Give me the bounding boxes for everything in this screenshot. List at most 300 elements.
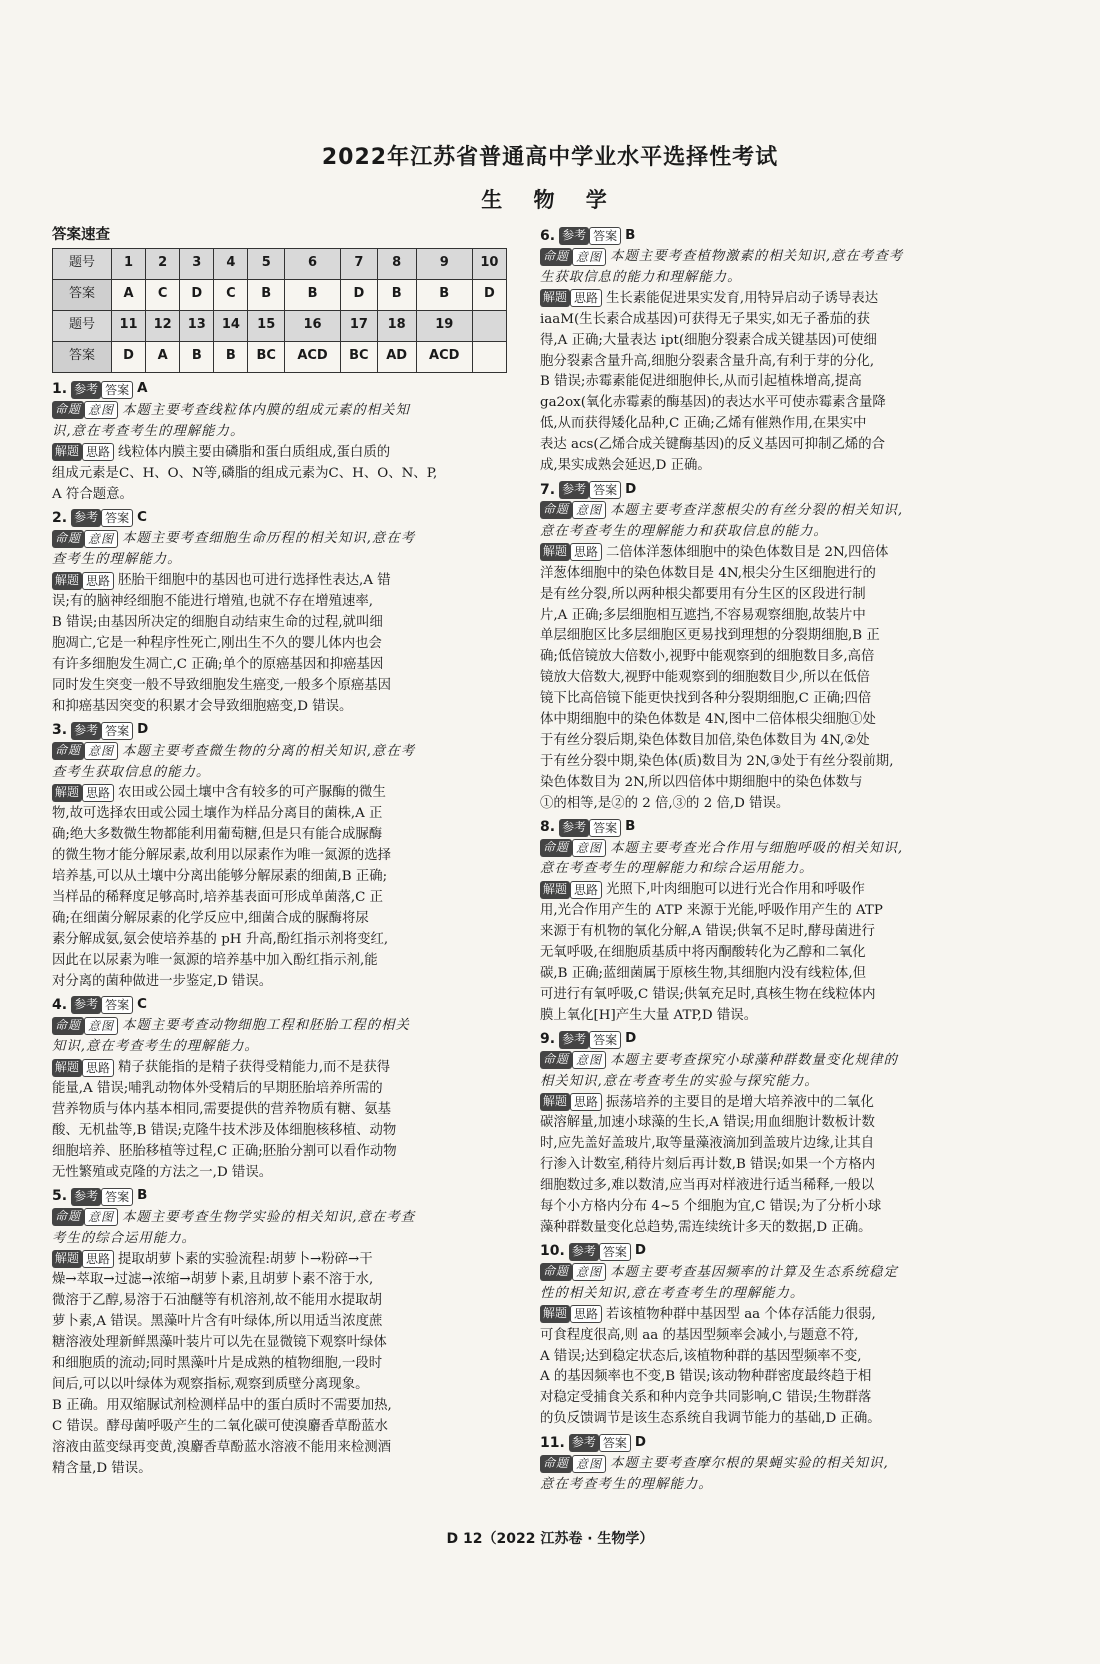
label-tag-right: 思路 [82,443,114,461]
solution-line [52,1333,512,1354]
question-number: 5. [52,1188,68,1205]
intent-line [540,247,1000,268]
solution-line [540,1388,1000,1409]
solution-line [540,922,1000,943]
label-tag-left: 命题 [540,839,572,857]
intent-line [52,529,512,550]
answer-value: B [137,1188,148,1204]
intent-line [540,1051,1000,1072]
solution-text: 碳,B 正确;蓝细菌属于原核生物,其细胞内没有线粒体,但 [540,966,866,981]
solution-text: 素分解成氨,氨会使培养基的 pH 升高,酚红指示剂将变红, [52,931,389,947]
solution-text: A 符合题意。 [52,486,133,502]
solution-line [540,372,1000,393]
solution-line [540,1347,1000,1368]
intent-line [540,1263,1000,1284]
solution-line [52,464,512,485]
label-tag-right: 思路 [82,1059,114,1077]
label-tag-left: 解题 [52,443,82,461]
label-tag-right: 答案 [101,381,133,399]
label-tag-right: 意图 [84,742,118,760]
label-tag [52,742,118,760]
label-tag-left: 解题 [52,784,82,802]
solution-line [540,393,1000,414]
label-tag-right: 意图 [572,1051,606,1069]
label-tag [52,1017,118,1035]
solution-text: 用,光合作用产生的 ATP 来源于光能,呼吸作用产生的 ATP [540,903,883,919]
intent-line [52,742,512,763]
answer-value: B [625,227,636,243]
solution-text: 成,果实成熟会延迟,D 正确。 [540,458,711,474]
answer-table [52,248,507,373]
intent-text: 本题主要考查光合作用与细胞呼吸的相关知识, [610,840,904,856]
table-cell: B [377,279,416,310]
label-tag-right: 答案 [589,819,621,837]
solution-line [52,1100,512,1121]
solution-text: 胞凋亡,它是一种程序性死亡,刚出生不久的婴儿体内也会 [52,635,382,651]
label-tag-left: 参考 [559,481,589,499]
page-title: 2022年江苏省普通高中学业水平选择性考试 [321,145,779,170]
intent-text: 查考生获取信息的能力。 [52,764,211,780]
question-block [540,817,1000,1027]
label-tag-left: 参考 [569,1434,599,1452]
table-cell: BC [248,341,285,372]
answer-value: D [634,1434,646,1450]
table-cell: D [180,279,214,310]
solution-line [52,655,512,676]
label-tag-right: 意图 [572,1455,606,1473]
solution-text: 农田或公园土壤中含有较多的可产脲酶的微生 [118,785,386,801]
solution-text: 时,应先盖好盖玻片,取等量藻液滴加到盖玻片边缘,让其自 [540,1136,875,1152]
label-tag [52,1208,118,1226]
label-tag [52,443,114,461]
solution-line [540,1218,1000,1239]
answer-line [52,379,512,401]
table-cell: 6 [284,248,340,279]
table-cell: 14 [214,310,248,341]
solution-line [540,985,1000,1006]
solution-text: 无性繁殖或克隆的方法之一,D 错误。 [52,1164,273,1180]
solution-line [540,1176,1000,1197]
answer-line [52,994,512,1016]
label-tag-right: 答案 [589,227,621,245]
solution-line [52,1121,512,1142]
answer-value: B [625,819,636,835]
intent-line [540,1284,1000,1305]
table-row [53,248,507,279]
table-cell: 3 [180,248,214,279]
label-tag-left: 解题 [540,1093,570,1111]
intent-text: 本题主要考查植物激素的相关知识,意在考查考 [610,249,904,264]
label-tag-right: 思路 [570,1093,602,1111]
solution-line [52,613,512,634]
label-tag [540,248,606,266]
question-number: 4. [52,997,68,1014]
solution-text: 体中期细胞中的染色体数是 4N,图中二倍体根尖细胞①处 [540,712,876,728]
intent-line [52,401,512,422]
table-row [53,310,507,341]
solution-line [52,825,512,846]
solution-line [52,1142,512,1163]
table-cell: B [180,341,214,372]
solution-line [540,414,1000,435]
solution-line [540,880,1000,901]
table-cell: AD [377,341,416,372]
intent-line [540,1072,1000,1093]
intent-line [540,1454,1000,1475]
solution-line [540,794,1000,815]
table-cell: 10 [472,248,506,279]
solution-text: ga2ox(氧化赤霉素的酶基因)的表达水平可使赤霉素含量降 [540,395,886,411]
table-cell: B [416,279,472,310]
label-tag-left: 命题 [52,401,84,419]
label-tag [52,530,118,548]
solution-text: 燥→萃取→过滤→浓缩→胡萝卜素,且胡萝卜素不溶于水, [52,1272,374,1288]
intent-text: 本题主要考查生物学实验的相关知识,意在考查 [122,1209,416,1225]
table-row [53,341,507,372]
question-block [540,1029,1000,1239]
label-tag [71,1188,133,1206]
solution-text: 对稳定受捕食关系和种内竞争共同影响,C 错误;生物群落 [540,1390,872,1406]
solution-line [52,571,512,592]
label-tag-right: 意图 [84,1017,118,1035]
solution-text: A 错误;达到稳定状态后,该植物种群的基因型频率不变, [540,1348,862,1364]
label-tag [71,996,133,1014]
question-number: 1. [52,381,68,398]
solution-line [540,289,1000,310]
label-tag-right: 思路 [82,1250,114,1268]
answer-line [540,1432,1000,1454]
question-block [52,379,512,506]
label-tag [540,1305,602,1323]
intent-text: 本题主要考查洋葱根尖的有丝分裂的相关知识, [610,502,904,518]
table-row [53,279,507,310]
intent-text: 本题主要考查动物细胞工程和胚胎工程的相关 [122,1018,410,1034]
table-cell [472,310,506,341]
intent-text: 知识,意在考查考生的理解能力。 [52,1039,259,1055]
table-row-label: 答案 [53,279,112,310]
solution-text: 于有丝分裂中期,染色体(质)数目为 2N,③处于有丝分裂前期, [540,753,894,769]
solution-line [52,804,512,825]
label-tag [540,543,602,561]
table-cell: 9 [416,248,472,279]
solution-line [540,710,1000,731]
solution-line [540,585,1000,606]
solution-text: 无氧呼吸,在细胞质基质中将丙酮酸转化为乙醇和二氧化 [540,945,866,961]
left-column [52,225,512,1482]
intent-text: 意在考查考生的理解能力和获取信息的能力。 [540,523,828,539]
table-cell: B [214,341,248,372]
intent-text: 本题主要考查探究小球藻种群数量变化规律的 [610,1052,898,1068]
solution-text: 片,A 正确;多层细胞相互遮挡,不容易观察细胞,故装片中 [540,607,866,623]
answer-line [540,479,1000,501]
solution-line [540,310,1000,331]
label-tag-right: 意图 [572,501,606,519]
answer-line [540,1241,1000,1263]
solution-line [52,634,512,655]
intent-text: 本题主要考查线粒体内膜的组成元素的相关知 [122,402,410,418]
table-cell: B [248,279,285,310]
solution-text: C 错误。酵母菌呼吸产生的二氧化碳可使溴麝香草酚蓝水 [52,1418,388,1434]
solution-text: 单层细胞区比多层细胞区更易找到理想的分裂期细胞,B 正 [540,628,880,644]
label-tag-left: 命题 [52,1208,84,1226]
solution-text: 精含量,D 错误。 [52,1460,152,1476]
question-block [540,479,1000,815]
solution-text: 镜下比高倍镜下能更快找到各种分裂期细胞,C 正确;四倍 [540,691,872,707]
intent-line [52,550,512,571]
solution-text: 确;绝大多数微生物都能利用葡萄糖,但是只有能合成脲酶 [52,827,383,843]
table-cell: 2 [146,248,180,279]
solution-line [52,1375,512,1396]
table-cell: 19 [416,310,472,341]
table-cell: B [284,279,340,310]
label-tag-left: 命题 [52,742,84,760]
solution-text: B 正确。用双缩脲试剂检测样品中的蛋白质时不需要加热, [52,1397,392,1413]
label-tag [52,572,114,590]
table-cell: ACD [284,341,340,372]
label-tag-right: 答案 [101,722,133,740]
intent-text: 生获取信息的能力和理解能力。 [540,269,742,285]
question-number: 2. [52,509,68,526]
label-tag-left: 参考 [71,722,101,740]
solution-line [540,1093,1000,1114]
intent-line [52,1016,512,1037]
label-tag-left: 参考 [559,1031,589,1049]
label-tag-right: 思路 [82,784,114,802]
label-tag [569,1243,631,1261]
intent-text: 意在考查考生的理解能力。 [540,1477,713,1493]
table-cell: A [146,341,180,372]
solution-line [52,783,512,804]
label-tag [540,1093,602,1111]
table-row-label: 题号 [53,248,112,279]
label-tag [71,509,133,527]
intent-line [52,1037,512,1058]
solution-line [540,456,1000,477]
solution-text: 确;低倍镜放大倍数小,视野中能观察到的细胞数目多,高倍 [540,649,875,665]
answer-quick-title: 答案速查 [52,227,110,243]
solution-text: 的微生物才能分解尿素,故利用以尿素作为唯一氮源的选择 [52,848,392,864]
intent-text: 本题主要考查摩尔根的果蝇实验的相关知识, [610,1456,889,1472]
solution-line [52,1312,512,1333]
solution-text: iaaM(生长素合成基因)可获得无子果实,如无子番茄的获 [540,311,870,327]
table-cell: D [112,341,146,372]
label-tag-right: 思路 [570,881,602,899]
label-tag-left: 参考 [569,1243,599,1261]
label-tag-right: 答案 [589,481,621,499]
table-cell: 7 [341,248,378,279]
solution-line [540,331,1000,352]
solution-text: 生长素能促进果实发育,用特异启动子诱导表达 [606,290,879,306]
table-cell: 8 [377,248,416,279]
intent-text: 本题主要考查微生物的分离的相关知识,意在考 [122,743,416,759]
answer-line [52,1186,512,1208]
label-tag-right: 意图 [84,530,118,548]
solution-line [52,1396,512,1417]
label-tag-right: 思路 [570,1305,602,1323]
solution-line [52,1079,512,1100]
solution-line [52,867,512,888]
table-cell: C [214,279,248,310]
intent-line [540,501,1000,522]
question-block [52,994,512,1183]
solution-line [52,1270,512,1291]
right-column [540,225,1000,1498]
question-block [52,1186,512,1480]
solution-line [52,1459,512,1480]
intent-text: 本题主要考查基因频率的计算及生态系统稳定 [610,1264,898,1280]
label-tag-left: 命题 [52,530,84,548]
solution-text: 酸、无机盐等,B 错误;克隆牛技术涉及体细胞核移植、动物 [52,1123,397,1138]
solution-line [52,1438,512,1459]
table-row-label: 答案 [53,341,112,372]
solution-line [52,592,512,613]
label-tag-right: 答案 [101,1188,133,1206]
table-cell: 15 [248,310,285,341]
solution-text: 组成元素是C、H、O、N等,磷脂的组成元素为C、H、O、N、P, [52,465,438,481]
solution-line [540,901,1000,922]
label-tag-left: 解题 [540,289,570,307]
label-tag [52,1250,114,1268]
intent-line [52,1208,512,1229]
table-cell: 18 [377,310,416,341]
question-block [540,1241,1000,1430]
solution-text: 线粒体内膜主要由磷脂和蛋白质组成,蛋白质的 [118,444,391,460]
table-row-label: 题号 [53,310,112,341]
solution-line [52,485,512,506]
solution-text: 碳溶解量,加速小球藻的生长,A 错误;用血细胞计数板计数 [540,1115,875,1131]
intent-text: 意在考查考生的理解能力和综合运用能力。 [540,861,814,877]
table-cell: 1 [112,248,146,279]
solution-text: 和抑癌基因突变的积累才会导致细胞癌变,D 错误。 [52,698,353,714]
label-tag-left: 解题 [540,881,570,899]
table-cell: A [112,279,146,310]
solution-line [52,676,512,697]
label-tag-left: 解题 [52,1059,82,1077]
solution-line [540,1155,1000,1176]
intent-line [540,522,1000,543]
answer-value: C [137,509,147,525]
label-tag-left: 参考 [559,819,589,837]
answer-line [52,720,512,742]
solution-text: 因此在以尿素为唯一氮源的培养基中加入酚红指示剂,能 [52,952,378,968]
solution-text: 溶液由蓝变绿再变黄,溴麝香草酚蓝水溶液不能用来检测酒 [52,1439,392,1455]
solution-line [540,1367,1000,1388]
label-tag [559,1031,621,1049]
answer-value: D [625,1031,637,1047]
label-tag [540,289,602,307]
solution-text: 当样品的稀释度足够高时,培养基表面可形成单菌落,C 正 [52,889,383,905]
label-tag-left: 解题 [540,1305,570,1323]
answer-value: D [625,481,637,497]
solution-line [52,1291,512,1312]
table-cell: 13 [180,310,214,341]
label-tag-left: 解题 [52,572,82,590]
solution-line [540,1326,1000,1347]
label-tag-right: 思路 [570,543,602,561]
answer-value: A [137,381,148,397]
solution-text: 糖溶液处理新鲜黑藻叶装片可以先在显微镜下观察叶绿体 [52,1335,387,1351]
intent-text: 识,意在考查考生的理解能力。 [52,423,245,439]
solution-text: 对分离的菌种做进一步鉴定,D 错误。 [52,973,273,989]
label-tag-left: 参考 [71,509,101,527]
label-tag-left: 命题 [52,1017,84,1035]
label-tag-right: 答案 [101,996,133,1014]
solution-text: 藻种群数量变化总趋势,需连续统计多天的数据,D 正确。 [540,1219,872,1235]
label-tag-left: 解题 [540,543,570,561]
label-tag-left: 命题 [540,1455,572,1473]
answer-line [540,1029,1000,1051]
label-tag [559,819,621,837]
label-tag [540,839,606,857]
solution-text: 有许多细胞发生凋亡,C 正确;单个的原癌基因和抑癌基因 [52,656,384,672]
solution-line [52,846,512,867]
solution-text: 细胞数过多,难以数清,应当再对样液进行适当稀释,一般以 [540,1178,875,1194]
solution-text: 培养基,可以从土壤中分离出能够分解尿素的细菌,B 正确; [52,869,388,885]
question-number: 10. [540,1243,565,1260]
table-cell: C [146,279,180,310]
solution-text: 染色体数目为 2N,所以四倍体中期细胞中的染色体数与 [540,774,863,790]
label-tag-left: 命题 [540,1051,572,1069]
solution-line [540,564,1000,585]
question-number: 7. [540,481,556,498]
solution-text: 萝卜素,A 错误。黑藻叶片含有叶绿体,所以用适当浓度蔗 [52,1314,383,1330]
solution-text: 若该植物种群中基因型 aa 个体存活能力很弱, [606,1306,876,1322]
table-cell: 12 [146,310,180,341]
solution-line [540,352,1000,373]
solution-text: A 的基因频率也不变,B 错误;该动物种群密度最终趋于相 [540,1369,872,1385]
solution-line [540,668,1000,689]
table-cell: D [472,279,506,310]
question-number: 3. [52,722,68,739]
solution-text: 于有丝分裂后期,染色体数目加倍,染色体数目为 4N,②处 [540,732,870,748]
table-cell: ACD [416,341,472,372]
label-tag [540,1455,606,1473]
label-tag-right: 意图 [84,401,118,419]
solution-text: 胞分裂素含量升高,细胞分裂素含量升高,有利于芽的分化, [540,353,875,369]
label-tag-right: 答案 [101,509,133,527]
intent-line [540,859,1000,880]
table-cell [472,341,506,372]
label-tag-left: 参考 [71,1188,101,1206]
question-number: 6. [540,227,556,244]
intent-line [540,268,1000,289]
solution-line [540,1113,1000,1134]
solution-line [540,1305,1000,1326]
solution-text: 微溶于乙醇,易溶于石油醚等有机溶剂,故不能用水提取胡 [52,1293,382,1309]
solution-line [52,951,512,972]
solution-text: 振荡培养的主要目的是增大培养液中的二氧化 [606,1094,874,1110]
solution-text: B 错误;赤霉素能促进细胞伸长,从而引起植株增高,提高 [540,374,862,390]
solution-text: 能量,A 错误;哺乳动物体外受精后的早期胚胎培养所需的 [52,1081,383,1097]
solution-line [52,697,512,718]
intent-text: 相关知识,意在考查考生的实验与探究能力。 [540,1073,819,1089]
label-tag-right: 答案 [589,1031,621,1049]
solution-line [540,943,1000,964]
solution-line [52,1250,512,1271]
label-tag-right: 意图 [84,1208,118,1226]
table-cell: 4 [214,248,248,279]
question-block [540,225,1000,477]
label-tag [569,1434,631,1452]
answer-value: C [137,997,147,1013]
solution-line [540,1134,1000,1155]
label-tag [52,784,114,802]
intent-line [52,763,512,784]
solution-line [540,1006,1000,1027]
label-tag-right: 思路 [82,572,114,590]
solution-line [540,647,1000,668]
solution-text: 物,故可选择农田或公园土壤作为样品分离目的菌株,A 正 [52,806,383,822]
